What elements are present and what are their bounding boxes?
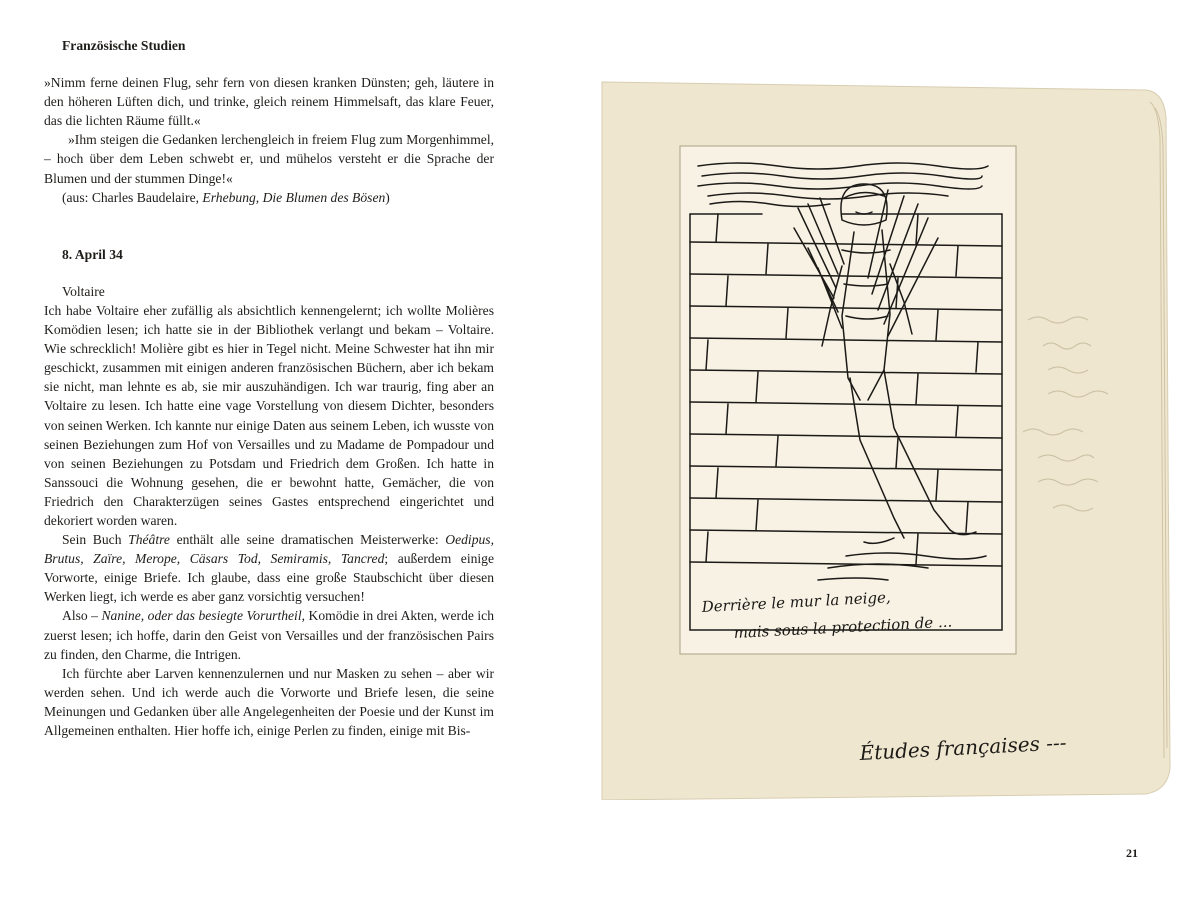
p2-suffix: ; außerdem einige Vorworte, einige Briefe. Ich glaube, dass eine große Staubschicht über diesen Werken liegt, ich werde es aber ganz vorsichtig versuchen! bbox=[44, 551, 495, 605]
page-number: 21 bbox=[1126, 846, 1138, 860]
entry-topic: Voltaire bbox=[62, 283, 105, 299]
body-paragraph-1: Ich habe Voltaire eher zufällig als absichtlich kennengelernt; ich wollte Molières Komödien lesen; ich hatte sie in der Bibliothek verlangt und bekam – Voltaire. Wie schrecklich! Molière gibt es hier in Tegel nicht. Meine Schwester hat ihn mir geschickt, zusammen mit einigen anderen französischen Büchern, aber ich bekam sie nicht, man lehnte es ab, sie mir auszuhändigen. Ich war traurig, fing aber an Voltaire zu lesen. Ich hatte eine vage Vorstellung von diesem Dichter, besonders von seinen Werken. Ich kannte nur einige Daten aus seinem Leben, ich wusste von seinen Beziehungen zum Hof von Versailles und zu Madame de Pompadour und von seinen Beziehungen zu Potsdam und Friedrich dem Großen. Ich hatte in Sanssouci die Wohnung gesehen, die er bewohnt hatte, Gemächer, die von Friedrich den Charakterzügen seines Gastes entsprechend eingerichtet und dekoriert worden waren. bbox=[44, 302, 494, 528]
p2-book-title: Théâtre bbox=[128, 532, 170, 548]
sketch-caption-line-2: mais sous la protection de ... bbox=[733, 612, 953, 642]
quote-source bbox=[62, 188, 494, 207]
body-paragraph-4: Ich fürchte aber Larven kennenzulernen und nur Masken zu sehen – aber wir werden sehen. Und ich werde auch die Vorworte und Briefe lesen, die seine Meinungen und Gedanken über alle Angelegenheiten der Poesie und der Kunst im Allgemeinen enthalten. Hier hoffe ich, einige Perlen zu finden, einige mit Bis- bbox=[44, 665, 494, 738]
running-header: Französische Studien bbox=[62, 38, 186, 53]
notebook-page-photo bbox=[598, 78, 1178, 800]
body-paragraph-3 bbox=[44, 606, 494, 663]
entry-date: 8. April 34 bbox=[62, 246, 123, 262]
p2-works-list: Oedipus, Brutus, Zaïre, Merope, Cäsars Tod, Semiramis, Tancred bbox=[44, 532, 494, 567]
notebook-handwritten-title: Études françaises --- bbox=[859, 730, 1068, 765]
p2-prefix: Sein Buch bbox=[62, 532, 129, 548]
quote-paragraph-1: »Nimm ferne deinen Flug, sehr fern von diesen kranken Dünsten; geh, läutere in den höheren Lüften dich, und trinke, gleich reinem Himmelsaft, das klare Feuer, das die lichten Räume füllt.« bbox=[44, 75, 494, 129]
p3-suffix: , Komödie in drei Akten, werde ich zuerst lesen; ich hoffe, darin den Geist von Versailles und der französischen Pairs zu finden, den Charme, die Intrigen. bbox=[44, 608, 494, 662]
quote-paragraph-2: »Ihm steigen die Gedanken lerchengleich in freiem Flug zum Morgenhimmel, – hoch über dem Leben schwebt er, und mühelos versteht er die Sprache der Blumen und der stummen Dinge!« bbox=[44, 132, 494, 186]
p3-prefix: Also – bbox=[62, 608, 102, 624]
p3-play-title: Nanine, oder das besiegte Vorurtheil bbox=[101, 608, 302, 624]
quote-source-suffix: ) bbox=[385, 189, 390, 205]
sketch-caption-line-1: Derrière le mur la neige, bbox=[701, 588, 892, 616]
left-page bbox=[44, 36, 494, 740]
p2-middle: enthält alle seine dramatischen Meisterwerke: bbox=[169, 532, 446, 548]
body-paragraph-2 bbox=[44, 530, 494, 606]
quote-source-prefix: (aus: Charles Baudelaire, bbox=[62, 189, 203, 205]
quote-source-title: Erhebung, Die Blumen des Bösen bbox=[202, 189, 386, 205]
